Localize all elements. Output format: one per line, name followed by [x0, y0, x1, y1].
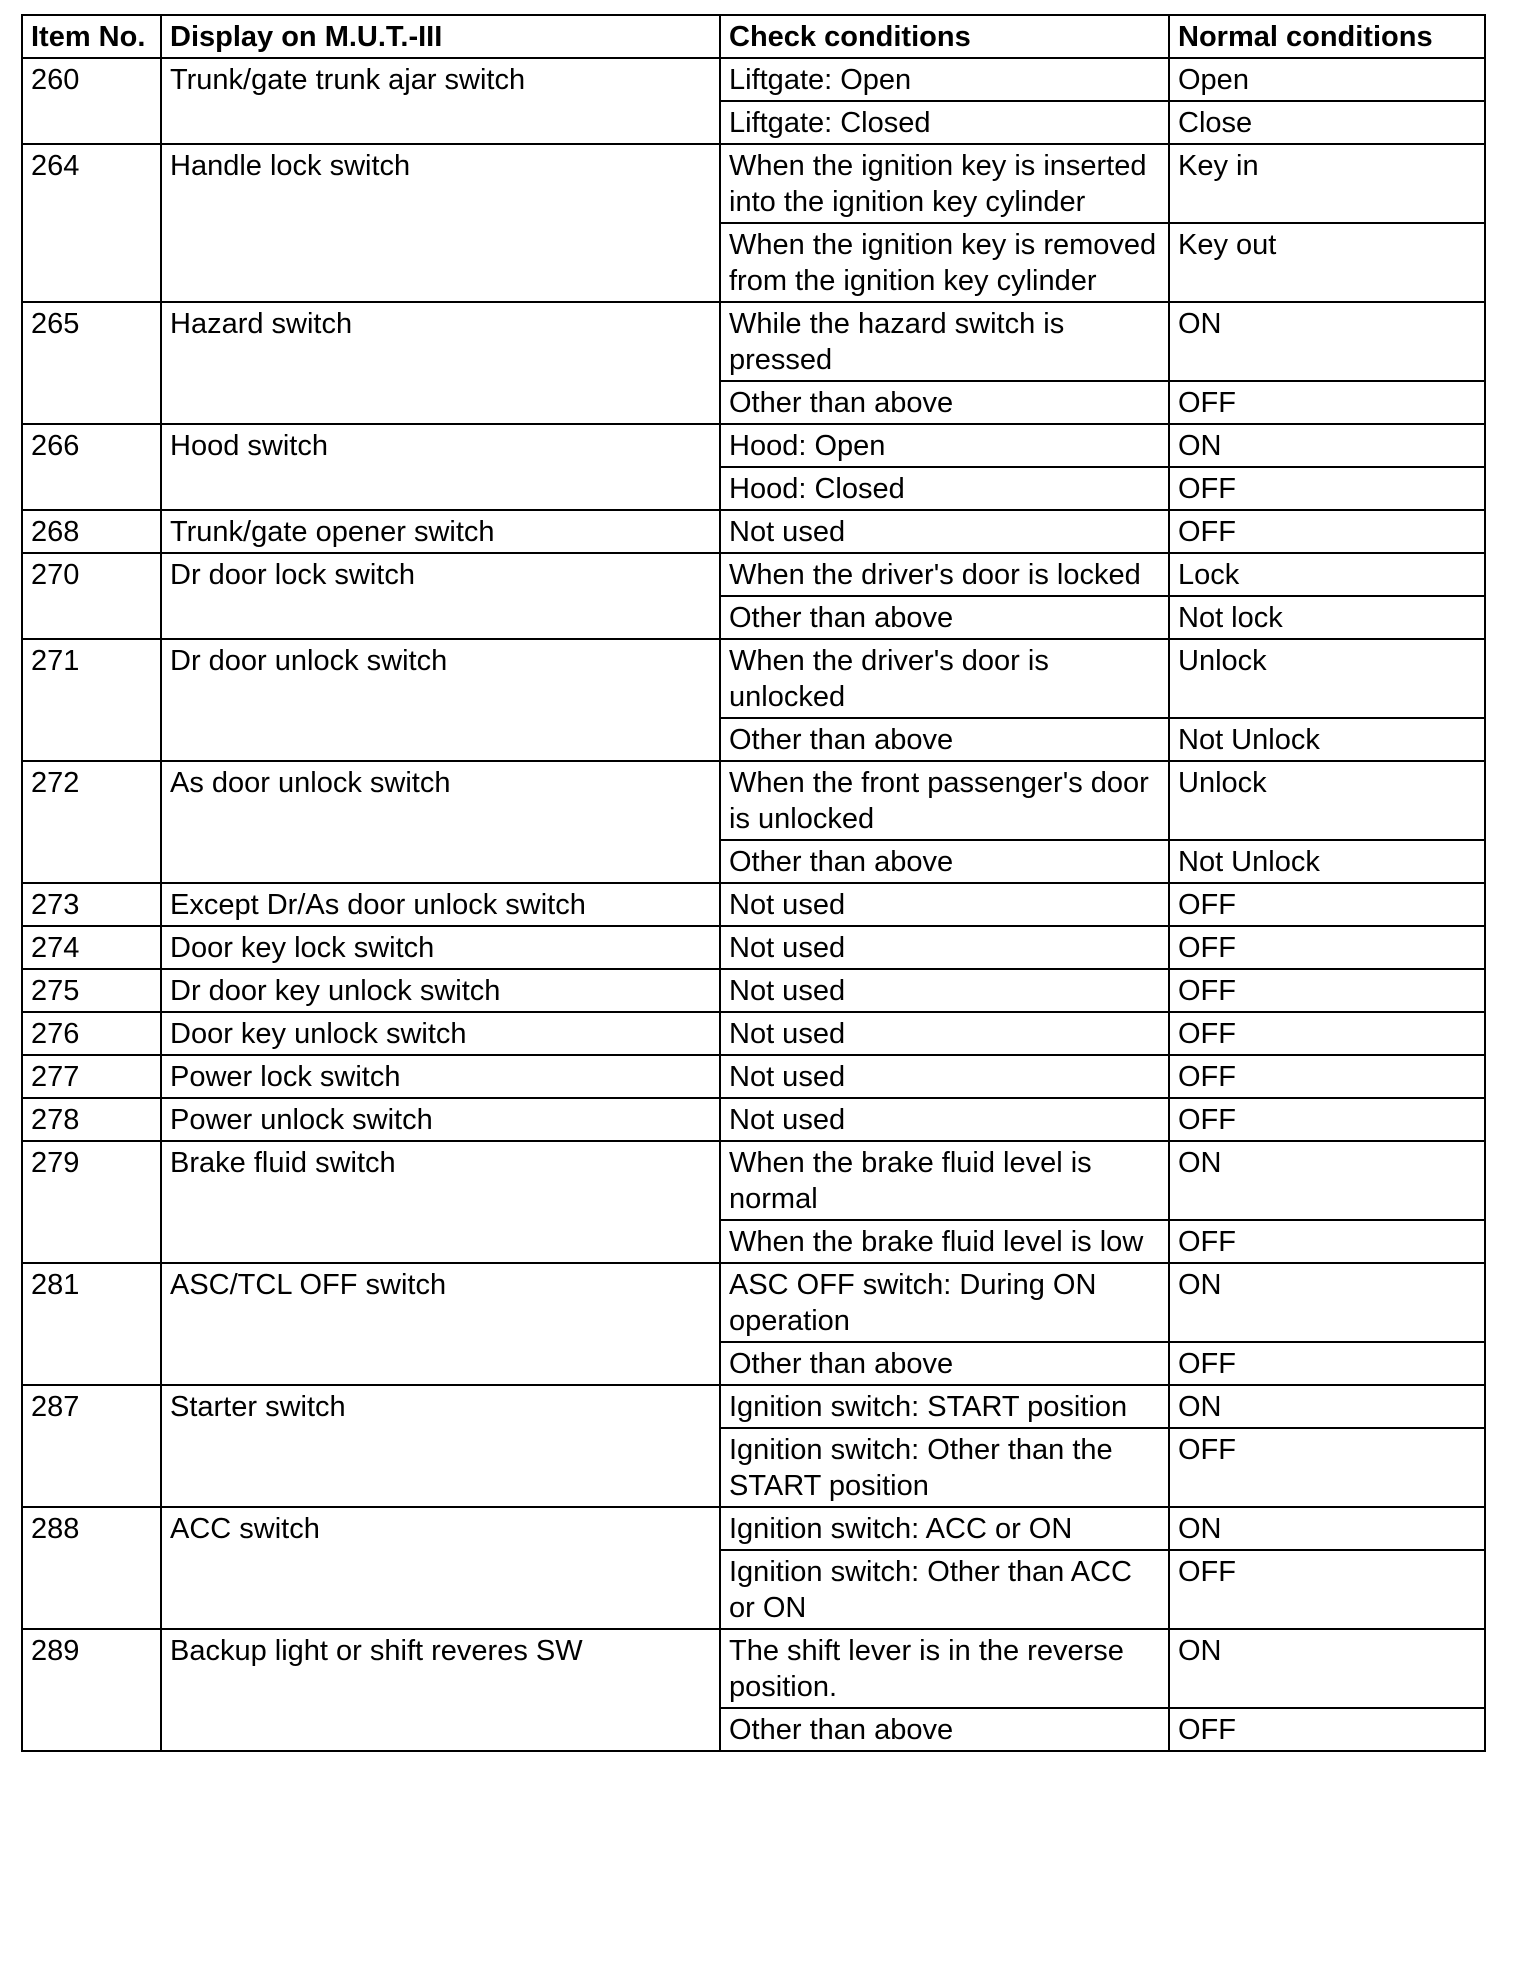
check-condition-cell: Not used: [720, 1055, 1169, 1098]
display-name-cell: Door key unlock switch: [161, 1012, 720, 1055]
item-number-cell: 266: [22, 424, 161, 510]
display-name-cell: Dr door unlock switch: [161, 639, 720, 761]
table-header: [22, 15, 1485, 58]
table-row: [22, 1385, 1485, 1428]
display-name-cell: Except Dr/As door unlock switch: [161, 883, 720, 926]
normal-condition-cell: OFF: [1169, 1342, 1485, 1385]
display-name-cell: Brake fluid switch: [161, 1141, 720, 1263]
normal-condition-cell: Close: [1169, 101, 1485, 144]
display-name-cell: Dr door lock switch: [161, 553, 720, 639]
table-row: [22, 761, 1485, 840]
check-condition-cell: Not used: [720, 926, 1169, 969]
normal-condition-cell: ON: [1169, 1385, 1485, 1428]
display-name-cell: Hood switch: [161, 424, 720, 510]
display-name-cell: Power lock switch: [161, 1055, 720, 1098]
check-condition-cell: When the ignition key is inserted into the ignition key cylinder: [720, 144, 1169, 223]
item-number-cell: 288: [22, 1507, 161, 1629]
normal-condition-cell: Unlock: [1169, 639, 1485, 718]
check-condition-cell: The shift lever is in the reverse position.: [720, 1629, 1169, 1708]
header-row: [22, 15, 1485, 58]
normal-condition-cell: Not Unlock: [1169, 840, 1485, 883]
item-number-cell: 273: [22, 883, 161, 926]
table-row: [22, 1055, 1485, 1098]
display-name-cell: Hazard switch: [161, 302, 720, 424]
item-number-cell: 264: [22, 144, 161, 302]
check-condition-cell: Ignition switch: Other than the START position: [720, 1428, 1169, 1507]
normal-condition-cell: Key out: [1169, 223, 1485, 302]
item-number-cell: 265: [22, 302, 161, 424]
item-number-cell: 274: [22, 926, 161, 969]
normal-condition-cell: OFF: [1169, 381, 1485, 424]
table-row: [22, 1141, 1485, 1220]
header-check-conditions: Check conditions: [720, 15, 1169, 58]
item-number-cell: 281: [22, 1263, 161, 1385]
check-condition-cell: Not used: [720, 883, 1169, 926]
check-condition-cell: Other than above: [720, 840, 1169, 883]
normal-condition-cell: ON: [1169, 424, 1485, 467]
check-condition-cell: Liftgate: Open: [720, 58, 1169, 101]
table-row: [22, 883, 1485, 926]
normal-condition-cell: ON: [1169, 1507, 1485, 1550]
check-condition-cell: Hood: Closed: [720, 467, 1169, 510]
normal-condition-cell: OFF: [1169, 1012, 1485, 1055]
item-number-cell: 271: [22, 639, 161, 761]
normal-condition-cell: OFF: [1169, 510, 1485, 553]
normal-condition-cell: OFF: [1169, 1428, 1485, 1507]
item-number-cell: 289: [22, 1629, 161, 1751]
check-condition-cell: While the hazard switch is pressed: [720, 302, 1169, 381]
check-condition-cell: Not used: [720, 1098, 1169, 1141]
normal-condition-cell: ON: [1169, 1141, 1485, 1220]
check-condition-cell: Other than above: [720, 1342, 1169, 1385]
display-name-cell: As door unlock switch: [161, 761, 720, 883]
check-condition-cell: When the ignition key is removed from the ignition key cylinder: [720, 223, 1169, 302]
item-number-cell: 260: [22, 58, 161, 144]
item-number-cell: 279: [22, 1141, 161, 1263]
check-condition-cell: Liftgate: Closed: [720, 101, 1169, 144]
table-row: [22, 1507, 1485, 1550]
normal-condition-cell: OFF: [1169, 1098, 1485, 1141]
normal-condition-cell: Open: [1169, 58, 1485, 101]
normal-condition-cell: OFF: [1169, 883, 1485, 926]
item-number-cell: 277: [22, 1055, 161, 1098]
normal-condition-cell: OFF: [1169, 467, 1485, 510]
normal-condition-cell: Not lock: [1169, 596, 1485, 639]
header-item-no: Item No.: [22, 15, 161, 58]
normal-condition-cell: OFF: [1169, 1220, 1485, 1263]
display-name-cell: Trunk/gate opener switch: [161, 510, 720, 553]
normal-condition-cell: OFF: [1169, 926, 1485, 969]
check-condition-cell: Not used: [720, 510, 1169, 553]
normal-condition-cell: Not Unlock: [1169, 718, 1485, 761]
table-row: [22, 302, 1485, 381]
display-name-cell: Dr door key unlock switch: [161, 969, 720, 1012]
table-row: [22, 553, 1485, 596]
normal-condition-cell: ON: [1169, 302, 1485, 381]
item-number-cell: 275: [22, 969, 161, 1012]
check-condition-cell: Not used: [720, 1012, 1169, 1055]
display-name-cell: Handle lock switch: [161, 144, 720, 302]
check-condition-cell: Hood: Open: [720, 424, 1169, 467]
check-condition-cell: When the brake fluid level is normal: [720, 1141, 1169, 1220]
normal-condition-cell: OFF: [1169, 1055, 1485, 1098]
check-condition-cell: Ignition switch: ACC or ON: [720, 1507, 1169, 1550]
display-name-cell: Power unlock switch: [161, 1098, 720, 1141]
table-body: [22, 58, 1485, 1751]
display-name-cell: ACC switch: [161, 1507, 720, 1629]
check-condition-cell: Other than above: [720, 381, 1169, 424]
display-name-cell: ASC/TCL OFF switch: [161, 1263, 720, 1385]
normal-condition-cell: OFF: [1169, 969, 1485, 1012]
normal-condition-cell: OFF: [1169, 1708, 1485, 1751]
table-row: [22, 424, 1485, 467]
check-condition-cell: Ignition switch: START position: [720, 1385, 1169, 1428]
display-name-cell: Trunk/gate trunk ajar switch: [161, 58, 720, 144]
normal-condition-cell: ON: [1169, 1629, 1485, 1708]
table-row: [22, 1012, 1485, 1055]
check-condition-cell: When the brake fluid level is low: [720, 1220, 1169, 1263]
check-condition-cell: When the driver's door is locked: [720, 553, 1169, 596]
table-row: [22, 1263, 1485, 1342]
table-row: [22, 969, 1485, 1012]
conditions-table: [21, 14, 1486, 1752]
table-row: [22, 926, 1485, 969]
check-condition-cell: Not used: [720, 969, 1169, 1012]
normal-condition-cell: Key in: [1169, 144, 1485, 223]
table-row: [22, 1098, 1485, 1141]
check-condition-cell: Other than above: [720, 596, 1169, 639]
check-condition-cell: Other than above: [720, 1708, 1169, 1751]
item-number-cell: 278: [22, 1098, 161, 1141]
display-name-cell: Backup light or shift reveres SW: [161, 1629, 720, 1751]
item-number-cell: 276: [22, 1012, 161, 1055]
item-number-cell: 270: [22, 553, 161, 639]
normal-condition-cell: ON: [1169, 1263, 1485, 1342]
normal-condition-cell: Unlock: [1169, 761, 1485, 840]
table-row: [22, 510, 1485, 553]
table-row: [22, 1629, 1485, 1708]
display-name-cell: Starter switch: [161, 1385, 720, 1507]
table-row: [22, 639, 1485, 718]
header-display: Display on M.U.T.-III: [161, 15, 720, 58]
check-condition-cell: ASC OFF switch: During ON operation: [720, 1263, 1169, 1342]
item-number-cell: 272: [22, 761, 161, 883]
normal-condition-cell: OFF: [1169, 1550, 1485, 1629]
normal-condition-cell: Lock: [1169, 553, 1485, 596]
item-number-cell: 287: [22, 1385, 161, 1507]
check-condition-cell: Other than above: [720, 718, 1169, 761]
header-normal-conditions: Normal conditions: [1169, 15, 1485, 58]
table-row: [22, 144, 1485, 223]
table-row: [22, 58, 1485, 101]
check-condition-cell: Ignition switch: Other than ACC or ON: [720, 1550, 1169, 1629]
item-number-cell: 268: [22, 510, 161, 553]
check-condition-cell: When the front passenger's door is unlocked: [720, 761, 1169, 840]
check-condition-cell: When the driver's door is unlocked: [720, 639, 1169, 718]
display-name-cell: Door key lock switch: [161, 926, 720, 969]
